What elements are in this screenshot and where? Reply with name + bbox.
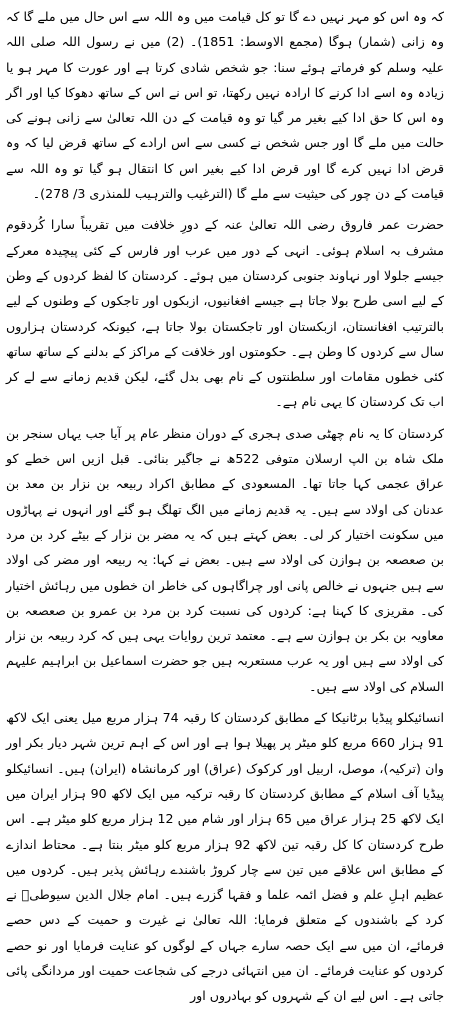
paragraph-kurdistan-area: انسائیکلو پیڈیا برٹانیکا کے مطابق کردستان کا رقبہ 74 ہزار مربع میل یعنی ایک لاکھ 91 ہزار 660 مربع کلو میٹر پر پھیلا ہوا ہے اور اس کے اہم ترین شہر دیار بکر اور وان (ترکیہ)، موصل، اربیل اور کرکوک (عراق) اور کرمانشاہ (ایران) ہیں۔ انسائیکلو پیڈیا آف اسلام کے مطابق کردستان کا رقبہ ترکیہ میں ایک لاکھ 90 ہزار ایران میں ایک لاکھ 25 ہزار عراق میں 65 ہزار اور شام میں 12 ہزار مربع کلو میٹر ہے۔ اس طرح کردستان کا کل رقبہ تین لاکھ 92 ہزار مربع کلو میٹر بنتا ہے۔ محتاط اندازے کے مطابق اس علاقے میں تین سے چار کروڑ باشندے رہائش پذیر ہیں۔ کردوں میں عظیم اہلِ علم و فضل ائمہ علما و فقہا گزرے ہیں۔ امام جلال الدین سیوطیؒ نے کرد کے باشندوں کے متعلق فرمایا: اللہ تعالیٰ نے غیرت و حمیت کے دس حصے فرمائے، ان میں سے ایک حصہ سارے جہاں کے لوگوں کو عنایت فرمایا اور نو حصے کردوں کو عنایت فرمائے۔ ان میں انتہائی درجے کی شجاعت حمیت اور مردانگی پائی جاتی ہے۔ اس لیے ان کے شہروں کو بہادروں اور	[6, 710, 445, 1004]
paragraph-umar-era: حضرت عمر فاروق رضی اللہ تعالیٰ عنہ کے دورِ خلافت میں تقریباً سارا کُردقوم مشرف بہ اسلام ہوئی۔ انہی کے دور میں عرب اور فارس کے کئی پیچیدہ معرکے جیسے جلولا اور نہاوند جنوبی کردستان میں ہوئے۔ کردستان کا لفظ کردوں کے وطن کے لیے اسی طرح بولا جاتا ہے جیسے افغانیوں، ازبکوں اور تاجکوں کے وطنوں کے لیے بالترتیب افغانستان، ازبکستان اور تاجکستان بولا جاتا ہے، کیونکہ کردستان ہزاروں سال سے کردوں کا وطن ہے۔ حکومتوں اور خلافت کے مراکز کے بدلنے کے ساتھ ساتھ کئی خطوں مقامات اور سلطنتوں کے نام بھی بدل گئے، لیکن قدیم زمانے سے لے کر اب تک کردستان کا یہی نام ہے۔	[6, 217, 444, 410]
paragraph-mahr-hadith: کہ وہ اس کو مہر نہیں دے گا تو کل قیامت میں وہ اللہ سے اس حال میں ملے گا کہ وہ زانی (شمار) ہوگا (مجمع الاوسط: 1851)۔ (2) میں نے رسول اللہ صلی اللہ علیہ وسلم کو فرماتے ہوئے سنا: جو شخص شادی کرتا ہے اور عورت کا مہر ہو یا زیادہ وہ اسے ادا کرنے کا ارادہ نہیں رکھتا، تو اس نے اس کے ساتھ دھوکا کیا اور اگر وہ اس کا حق ادا کیے بغیر مر گیا تو وہ قیامت کے دن اللہ تعالیٰ سے زانی ہونے کی حالت میں ملے گا اور جس شخص نے کسی سے اس ارادے کے ساتھ قرض لیا کہ وہ قرض ادا نہیں کرے گا اور قرض ادا کیے بغیر اس کا انتقال ہو گیا تو وہ اللہ سے قیامت کے دن چور کی حیثیت سے ملے گا (الترغیب والترہیب للمنذری 3/ 278)۔	[6, 9, 444, 202]
paragraph-kurdistan-name-origin: کردستان کا یہ نام چھٹی صدی ہجری کے دوران منظر عام پر آیا جب یہاں سنجر بن ملک شاہ بن الپ ارسلان متوفی 522ھ نے جاگیر بنائی۔ قبل ازیں اس خطے کو عراق عجمی کہا جاتا تھا۔ المسعودی کے مطابق اکراد ربیعہ بن نزار بن معد بن عدنان کی اولاد سے ہیں۔ یہ قدیم زمانے میں الگ تھلگ ہو گئے اور انہوں نے پہاڑوں میں سکونت اختیار کر لی۔ بعض کہتے ہیں کہ یہ مضر بن نزار کے بیٹے کرد بن مرد بن صعصعہ بن ہوازن کی اولاد سے ہیں۔ بعض نے کہا: یہ ربیعہ اور مضر کی اولاد سے ہیں جنہوں نے خالص پانی اور چراگاہوں کی خاطر ان خطوں میں رہائش اختیار کی۔ مقریزی کا کہنا ہے: کردوں کی نسبت کرد بن مرد بن عمرو بن صعصعہ بن معاویہ بن بکر بن ہوازن سے ہے۔ معتمد ترین روایات یہی ہیں کہ کرد ربیعہ بن نزار کی اولاد سے ہیں اور یہ عرب مستعربہ ہیں جو حضرت اسماعیل بن ابراہیم علیہم السلام کی اولاد سے ہیں۔	[6, 425, 445, 694]
